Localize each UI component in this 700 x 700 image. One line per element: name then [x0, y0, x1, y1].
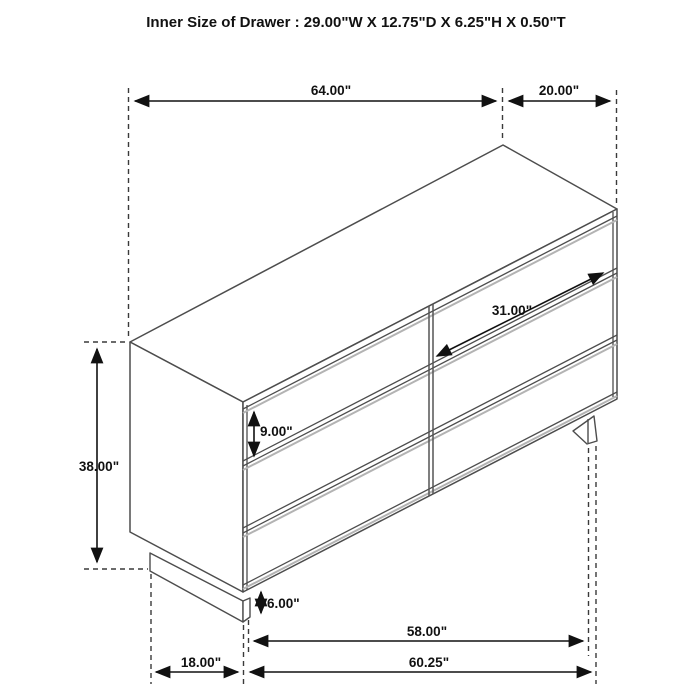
left-leg-front — [243, 598, 250, 622]
dim-label-top-depth: 20.00" — [538, 83, 580, 98]
dim-label-top-width: 64.00" — [310, 83, 352, 98]
dim-label-drawer-height: 9.00" — [260, 424, 293, 439]
dim-label-base-width: 60.25" — [408, 655, 450, 670]
dim-label-base-depth: 18.00" — [180, 655, 222, 670]
dim-label-base-inner-width: 58.00" — [406, 624, 448, 639]
dresser-outline — [130, 145, 617, 592]
dim-label-overall-height: 38.00" — [78, 459, 120, 474]
dim-label-leg-height: 6.00" — [267, 596, 300, 611]
dim-label-drawer-width: 31.00" — [491, 303, 533, 318]
page-title: Inner Size of Drawer : 29.00"W X 12.75"D X 6.25"H X 0.50"T — [146, 14, 566, 31]
